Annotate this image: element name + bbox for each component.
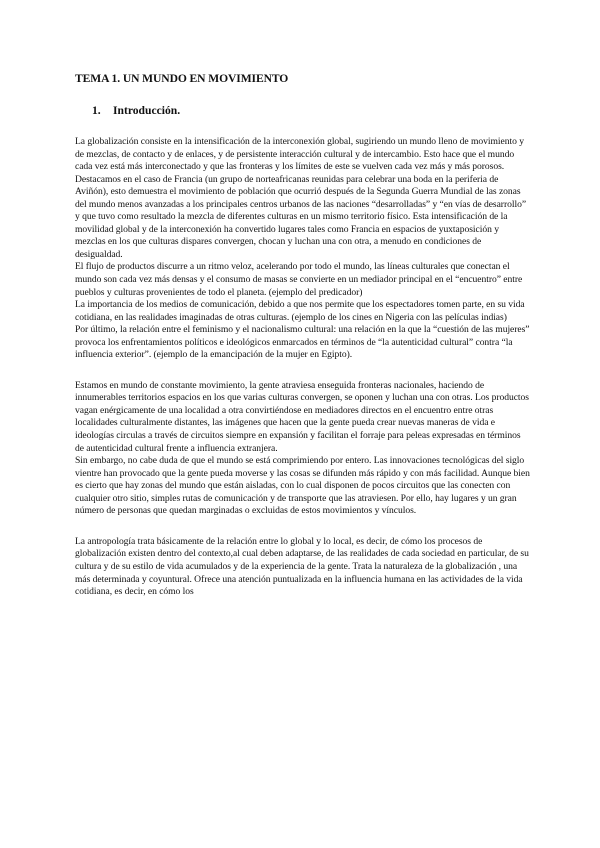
paragraph: La importancia de los medios de comunicación, debido a que nos permite que los espectadores tomen parte, en su vida cotidiana, en las realidades imaginadas de otras culturas. (ejemplo de los cines en Nigeria con las películas indias): [75, 299, 525, 323]
paragraph-spacer: [75, 518, 530, 536]
section-heading: [92, 104, 180, 117]
paragraph: La antropología trata básicamente de la relación entre lo global y lo local, es decir, de cómo los procesos de globalización existen dentro del contexto,al cual deben adaptarse, de las realidades de cada sociedad en particular, de su cultura y de su estilo de vida acumulados y de la experiencia de la gente. Trata la naturaleza de la globalización , una más determinada y coyuntural. Ofrece una atención puntualizada en la influencia humana en las actividades de la vida cotidiana, es decir, en cómo los: [75, 535, 529, 598]
paragraph-spacer: [75, 362, 530, 380]
section-number: 1.: [92, 104, 101, 117]
paragraph: Destacamos en el caso de Francia (un grupo de norteafricanas reunidas para celebrar una boda en la periferia de Aviñón), esto demuestra el movimiento de población que ocurrió después de la Segunda Guerra Mundial de las zonas del mundo menos avanzadas a los principales centros urbanos de las naciones “desarrolladas” y “en vías de desarrollo” y que tuvo como resultado la mezcla de diferentes culturas en un mismo territorio físico. Esta intensificación de la movilidad global y de la interconexión ha convertido lugares tales como Francia en espacios de yuxtaposición y mezclas en los que culturas dispares convergen, chocan y luchan una con otra, a menudo en condiciones de desigualdad.: [75, 173, 527, 260]
paragraph: La globalización consiste en la intensificación de la interconexión global, sugiriendo un mundo lleno de movimiento y de mezclas, de contacto y de enlaces, y de persistente interacción cultural y de intercambio. Esto hace que el mundo cada vez está más interconectado y que las fronteras y los límites de este se vuelven cada vez más y más porosos.: [75, 136, 524, 173]
paragraph: Sin embargo, no cabe duda de que el mundo se está comprimiendo por entero. Las innovaciones tecnológicas del siglo vientre han provocado que la gente pueda moverse y las cosas se difunden más rápido y con más facilidad. Aunque bien es cierto que hay zonas del mundo que están aisladas, con lo cual disponen de pocos circuitos que las conecten con cualquier otro sitio, simples rutas de comunicación y de transporte que las atraviesen. Por ello, hay lugares y un gran número de personas que quedan marginadas o excluidas de estos movimientos y vínculos.: [75, 455, 530, 517]
paragraph: Por último, la relación entre el feminismo y el nacionalismo cultural: una relación en la que la “cuestión de las mujeres” provoca los enfrentamientos políticos e ideológicos enmarcados en términos de “la autenticidad cultural” contra “la influencia exterior”. (ejemplo de la emancipación de la mujer en Egipto).: [75, 324, 530, 361]
section-title: Introducción.: [113, 104, 181, 117]
document-body: [75, 136, 530, 599]
paragraph: Estamos en mundo de constante movimiento, la gente atraviesa enseguida fronteras nacionales, haciendo de innumerables territorios espacios en los que varias culturas convergen, se oponen y luchan una con otras. Los productos vagan enérgicamente de una localidad a otra convirtiéndose en mediadores directos en el encuentro entre otras localidades culturalmente distantes, las imágenes que hacen que la gente pueda crear nuevas maneras de vida e ideologías circulas a través de circuitos siempre en expansión y facilitan el forraje para peleas expresadas en términos de autenticidad cultural frente a influencia extranjera.: [75, 379, 529, 454]
paragraph: El flujo de productos discurre a un ritmo veloz, acelerando por todo el mundo, las líneas culturales que conectan el mundo son cada vez más densas y el consumo de masas se convierte en un mediador principal en el “encuentro” entre pueblos y culturas provenientes de todo el planeta. (ejemplo del predicador): [75, 261, 523, 298]
document-title: TEMA 1. UN MUNDO EN MOVIMIENTO: [75, 72, 289, 85]
